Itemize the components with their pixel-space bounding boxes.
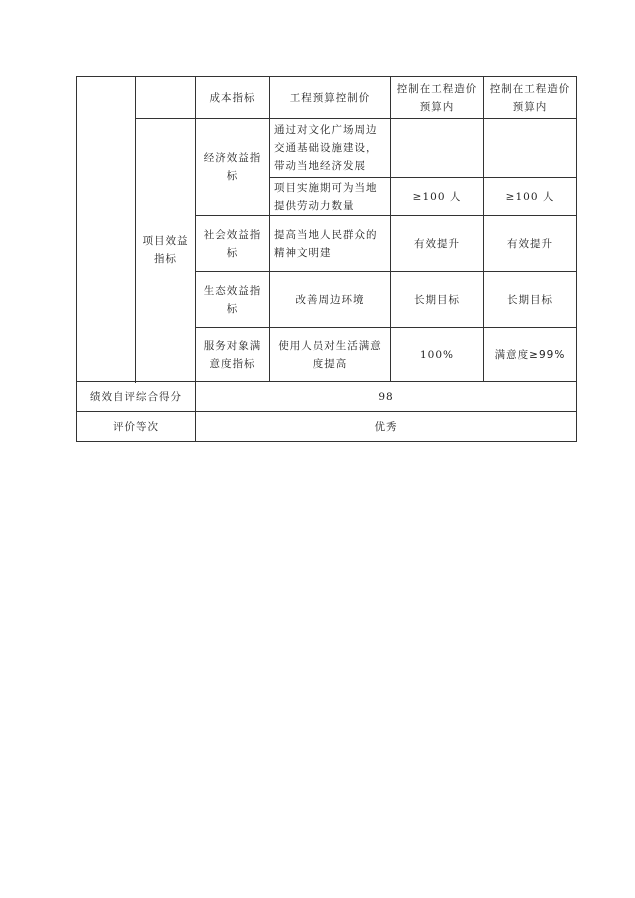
category-cell: 生态效益指标 — [196, 272, 270, 328]
table-row — [77, 119, 577, 178]
target-cell: 有效提升 — [391, 216, 484, 272]
indicator-cell: 提高当地人民群众的精神文明建 — [270, 216, 391, 272]
indicator-cell: 改善周边环境 — [270, 272, 391, 328]
category-cell: 经济效益指标 — [196, 119, 270, 216]
actual-cell: 有效提升 — [484, 216, 577, 272]
actual-cell: 控制在工程造价预算内 — [484, 77, 577, 119]
performance-evaluation-table — [76, 76, 577, 442]
indicator-cell: 使用人员对生活满意度提高 — [270, 328, 391, 382]
target-cell: 控制在工程造价预算内 — [391, 77, 484, 119]
empty-cell — [77, 77, 136, 382]
actual-cell: 长期目标 — [484, 272, 577, 328]
actual-cell: 满意度≥99% — [484, 328, 577, 382]
grade-label: 评价等次 — [77, 412, 196, 442]
category-cell: 成本指标 — [196, 77, 270, 119]
actual-cell — [484, 119, 577, 178]
indicator-cell: 工程预算控制价 — [270, 77, 391, 119]
indicator-cell: 项目实施期可为当地提供劳动力数量 — [270, 178, 391, 216]
grade-value: 优秀 — [196, 412, 577, 442]
target-cell — [391, 119, 484, 178]
actual-cell: ≥100 人 — [484, 178, 577, 216]
table-row — [77, 77, 577, 119]
category-cell: 社会效益指标 — [196, 216, 270, 272]
indicator-cell: 通过对文化广场周边交通基础设施建设，带动当地经济发展 — [270, 119, 391, 178]
target-cell: ≥100 人 — [391, 178, 484, 216]
empty-cell — [136, 77, 196, 119]
group-label-cell: 项目效益指标 — [136, 119, 196, 382]
grade-row — [77, 412, 577, 442]
target-cell: 长期目标 — [391, 272, 484, 328]
score-value: 98 — [196, 382, 577, 412]
category-cell: 服务对象满意度指标 — [196, 328, 270, 382]
score-label: 绩效自评综合得分 — [77, 382, 196, 412]
target-cell: 100% — [391, 328, 484, 382]
score-row — [77, 382, 577, 412]
